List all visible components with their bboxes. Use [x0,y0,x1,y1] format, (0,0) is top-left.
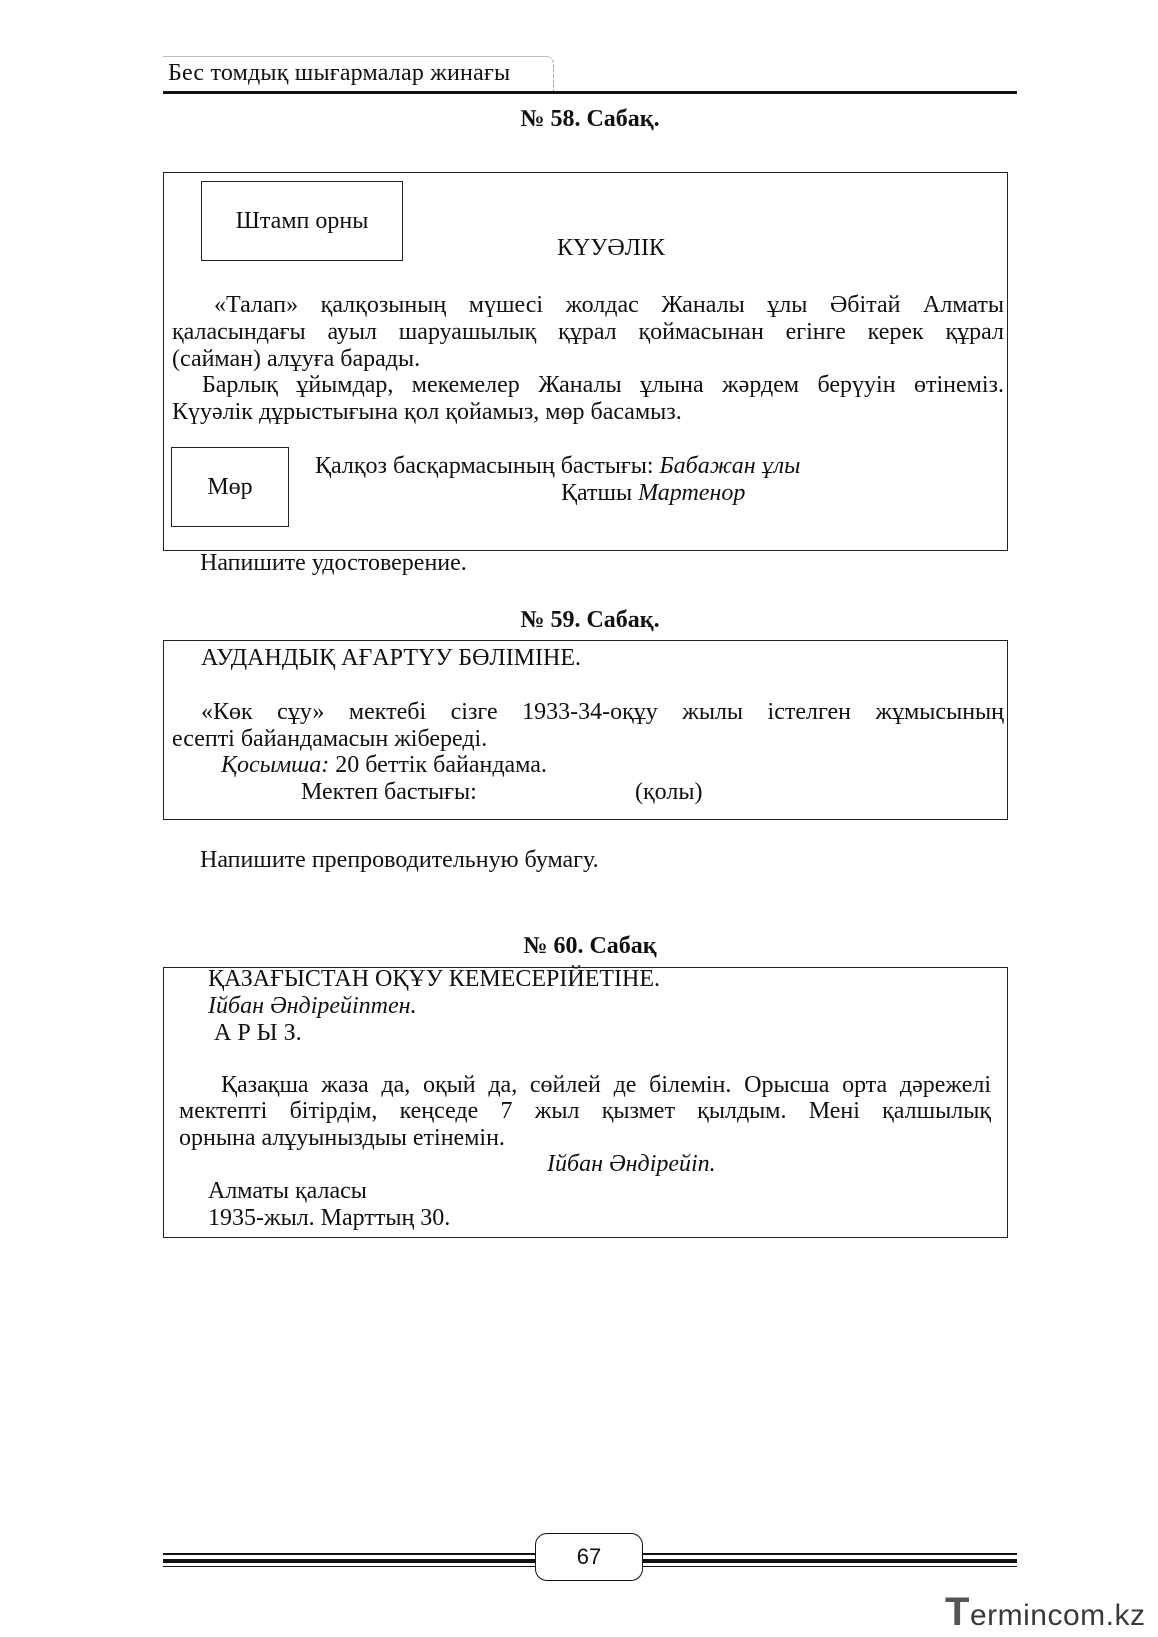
lesson-60-document-box [163,967,1008,1238]
certificate-line-3: (сайман) алұуға барады. [172,346,421,372]
secretary-label: Қатшы [561,480,633,506]
watermark-initial: T [945,1590,970,1634]
lesson-59-document-box [163,640,1008,820]
page-number: 67 [535,1533,643,1581]
secretary-name: Мартенор [638,480,746,506]
lesson-60-title: № 60. Сабақ [523,933,657,959]
application-addressee: ҚАЗАҒЫСТАН ОҚҰУ КЕМЕСЕРІЙЕТІНЕ. [208,966,661,992]
lesson-59-title: № 59. Сабақ. [520,607,660,633]
certificate-line-4: Барлық ұйымдар, мекемелер Жаналы ұлына жәрдем берүуін өтінеміз. [202,372,1004,398]
signature-secretary [561,480,745,507]
certificate-line-5: Күуәлік дұрыстығына қол қойамыз, мөр басамыз. [172,399,682,425]
header-rule [163,91,1017,94]
application-place: Алматы қаласы [208,1178,367,1204]
application-line-3: орнына алұуыныздыы етінемін. [179,1125,505,1151]
application-date: 1935-жыл. Марттың 30. [208,1205,451,1231]
site-watermark [945,1590,1145,1635]
application-signature: Ійбан Әндірейіп. [547,1151,716,1177]
lesson-59-task: Напишите препроводительную бумагу. [200,847,599,873]
application-line-1: Қазақша жаза да, оқый да, сөйлей де білемін. Орысша орта дәрежелі [221,1072,991,1098]
lesson-58-document-box [163,172,1008,551]
attachment-text: 20 беттік байандама. [335,752,547,778]
lesson-58-task: Напишите удостоверение. [200,550,467,576]
application-line-2: мектепті бітірдім, кеңседе 7 жыл қызмет қылдым. Мені қалшылық [179,1098,991,1124]
seal-label: Мөр [207,474,253,500]
running-header: Бес томдық шығармалар жинағы [168,60,511,86]
head-label: Қалқоз басқармасының бастығы: [315,453,654,479]
certificate-line-2: қаласындағы ауыл шаруашылық құрал қоймасынан егінге керек құрал [172,319,1004,345]
cover-letter-line-2: есепті байандамасын жібереді. [172,726,488,752]
stamp-label: Штамп орны [235,208,369,234]
cover-letter-attachment [221,752,547,779]
head-name: Бабажан ұлы [659,453,801,479]
seal-placeholder-box [171,447,289,527]
application-title: А Р Ы З. [214,1020,302,1046]
signature-head [315,453,800,480]
cover-letter-line-1: «Көк сұу» мектебі сізге 1933-34-оқұу жылы істелген жұмысының [201,699,1004,725]
attachment-label: Қосымша: [221,752,330,778]
lesson-58-title: № 58. Сабақ. [520,106,660,132]
signer-label: Мектеп бастығы: [301,779,477,805]
stamp-placeholder-box [201,181,403,261]
certificate-line-1: «Талап» қалқозының мүшесі жолдас Жаналы ұлы Әбітай Алматы [214,292,1004,318]
cover-letter-addressee: АУДАНДЫҚ АҒАРТҮУ БӨЛІМІНЕ. [201,645,582,671]
application-sender: Ійбан Әндірейіптен. [208,993,417,1019]
watermark-rest: ermincom.kz [969,1599,1146,1632]
signature-placeholder: (қолы) [635,779,703,805]
certificate-title: КҮУӘЛІК [557,235,665,261]
